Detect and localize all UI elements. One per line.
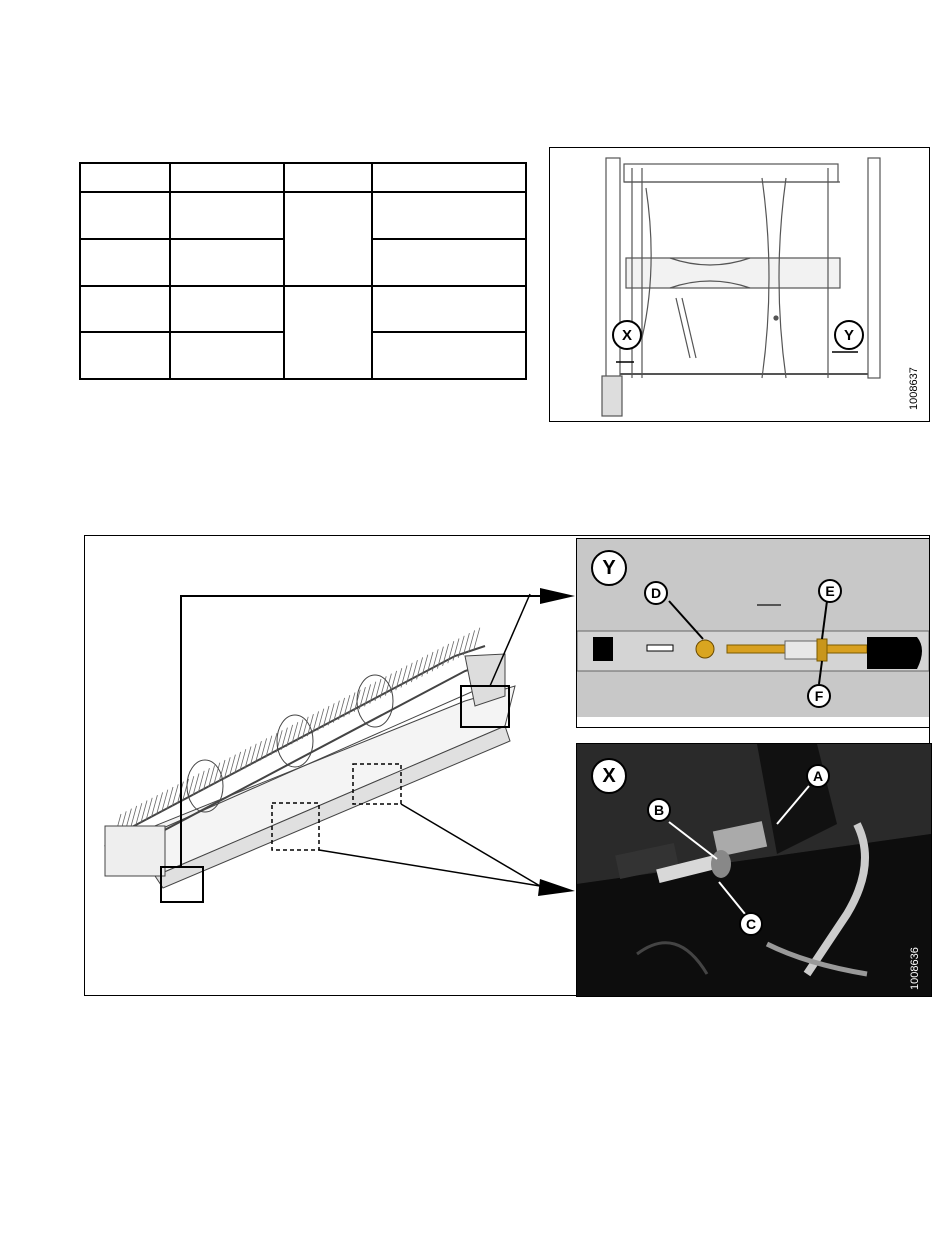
table-cell bbox=[284, 163, 372, 192]
table-cell bbox=[170, 192, 284, 239]
table-cell bbox=[170, 332, 284, 379]
leader-x-2 bbox=[401, 804, 540, 886]
table-cell bbox=[170, 239, 284, 286]
table-cell bbox=[80, 239, 170, 286]
spec-table bbox=[79, 162, 527, 380]
arrow-x bbox=[538, 879, 575, 896]
table-cell bbox=[372, 332, 526, 379]
callout-b: B bbox=[647, 798, 671, 822]
table-cell bbox=[80, 286, 170, 332]
leader-y-right bbox=[490, 594, 530, 686]
table-header-row bbox=[80, 163, 526, 192]
leader-x-1 bbox=[319, 850, 540, 886]
detail-x-label: X bbox=[591, 758, 627, 794]
frame-drawing bbox=[550, 148, 928, 420]
table-cell bbox=[80, 332, 170, 379]
callout-c: C bbox=[739, 912, 763, 936]
frame-figure bbox=[549, 147, 930, 422]
table-cell bbox=[170, 286, 284, 332]
table-cell bbox=[80, 192, 170, 239]
table-cell-merged bbox=[284, 192, 372, 286]
callout-x: X bbox=[612, 320, 642, 350]
detail-x bbox=[576, 743, 932, 997]
detail-x-photo bbox=[577, 744, 931, 996]
table-row bbox=[80, 286, 526, 332]
right-post bbox=[868, 158, 880, 378]
callout-d: D bbox=[644, 581, 668, 605]
callout-a: A bbox=[806, 764, 830, 788]
callout-e: E bbox=[818, 579, 842, 603]
table-cell bbox=[372, 239, 526, 286]
figure-ref-number: 1008636 bbox=[909, 947, 921, 990]
table-cell bbox=[372, 286, 526, 332]
arrow-y bbox=[540, 588, 575, 604]
callout-f: F bbox=[807, 684, 831, 708]
detail-y-label: Y bbox=[591, 550, 627, 586]
table-cell-merged bbox=[284, 286, 372, 379]
header-figure bbox=[84, 535, 930, 996]
detail-y-drawing bbox=[577, 539, 929, 727]
detail-y bbox=[576, 538, 930, 728]
table-cell bbox=[372, 163, 526, 192]
callout-y: Y bbox=[834, 320, 864, 350]
table-cell bbox=[170, 163, 284, 192]
table-cell bbox=[80, 163, 170, 192]
figure-ref-number: 1008637 bbox=[908, 367, 920, 410]
table-row bbox=[80, 192, 526, 239]
table-cell bbox=[372, 192, 526, 239]
